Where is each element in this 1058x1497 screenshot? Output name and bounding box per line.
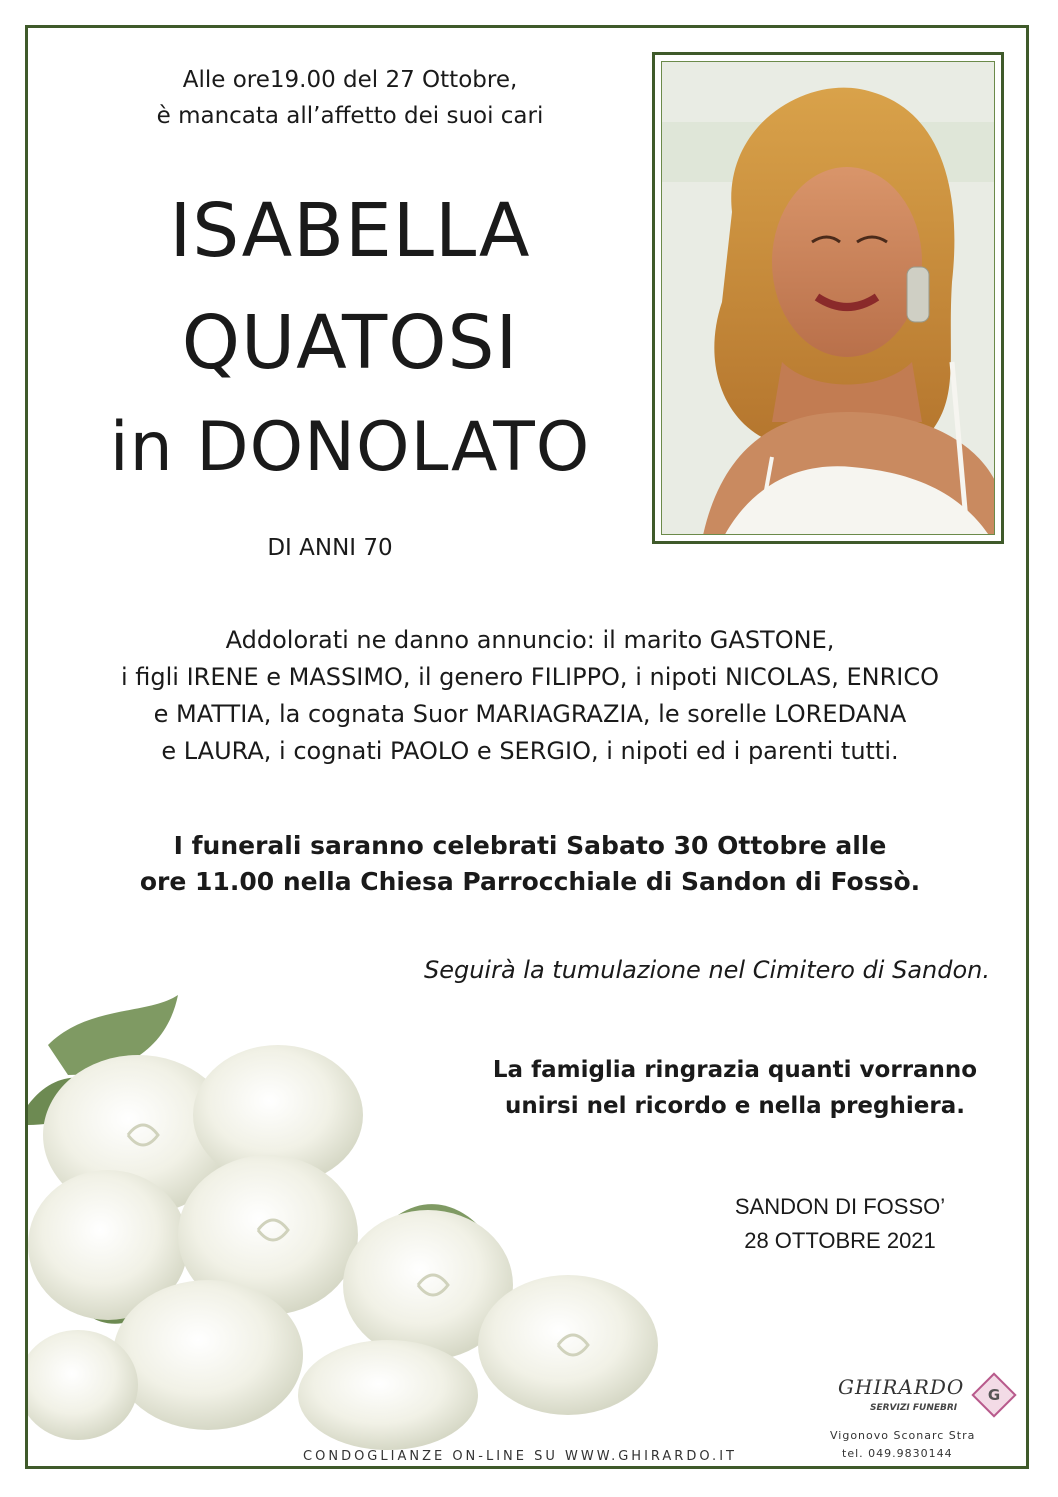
funeral-info bbox=[60, 828, 1000, 900]
deceased-married-name: in DONOLATO bbox=[109, 408, 591, 487]
logo-phone: tel. 049.9830144 bbox=[842, 1447, 953, 1460]
date: 28 OTTOBRE 2021 bbox=[744, 1228, 936, 1253]
announcement-line: Addolorati ne danno annuncio: il marito GASTONE, bbox=[225, 626, 835, 654]
portrait-photo bbox=[661, 61, 995, 535]
announcement-text bbox=[60, 622, 1000, 770]
deceased-age: DI ANNI 70 bbox=[267, 535, 393, 561]
portrait-illustration bbox=[662, 62, 995, 535]
place: SANDON DI FOSSO’ bbox=[734, 1194, 946, 1219]
intro-text bbox=[80, 62, 620, 134]
thanks-line-1: La famiglia ringrazia quanti vorranno bbox=[492, 1057, 978, 1083]
logo-badge-icon bbox=[971, 1372, 1016, 1417]
announcement-line: e MATTIA, la cognata Suor MARIAGRAZIA, le sorelle LOREDANA bbox=[153, 700, 907, 728]
announcement-line: e LAURA, i cognati PAOLO e SERGIO, i nipoti ed i parenti tutti. bbox=[161, 737, 899, 765]
logo-name: GHIRARDO bbox=[838, 1375, 965, 1399]
intro-line-2: è mancata all’affetto dei suoi cari bbox=[156, 103, 544, 129]
thanks-line-2: unirsi nel ricordo e nella preghiera. bbox=[505, 1093, 965, 1119]
logo-subtitle: SERVIZI FUNEBRI bbox=[870, 1403, 958, 1413]
logo-badge-letter: G bbox=[987, 1386, 1001, 1404]
deceased-last-name: QUATOSI bbox=[181, 300, 519, 386]
place-date bbox=[690, 1190, 990, 1258]
logo-address: Vigonovo Sconarc Stra bbox=[830, 1429, 976, 1442]
funeral-line-1: I funerali saranno celebrati Sabato 30 Ottobre alle bbox=[173, 831, 887, 860]
burial-info: Seguirà la tumulazione nel Cimitero di Sandon. bbox=[423, 956, 990, 984]
deceased-first-name: ISABELLA bbox=[169, 188, 531, 274]
intro-line-1: Alle ore19.00 del 27 Ottobre, bbox=[182, 67, 518, 93]
portrait-frame bbox=[652, 52, 1004, 544]
thanks-text bbox=[470, 1052, 1000, 1124]
condolences-link[interactable]: CONDOGLIANZE ON-LINE SU WWW.GHIRARDO.IT bbox=[303, 1449, 737, 1464]
funeral-home-logo bbox=[830, 1375, 1030, 1465]
announcement-line: i figli IRENE e MASSIMO, il genero FILIPPO, i nipoti NICOLAS, ENRICO bbox=[120, 663, 940, 691]
funeral-line-2: ore 11.00 nella Chiesa Parrocchiale di Sandon di Fossò. bbox=[139, 867, 921, 896]
